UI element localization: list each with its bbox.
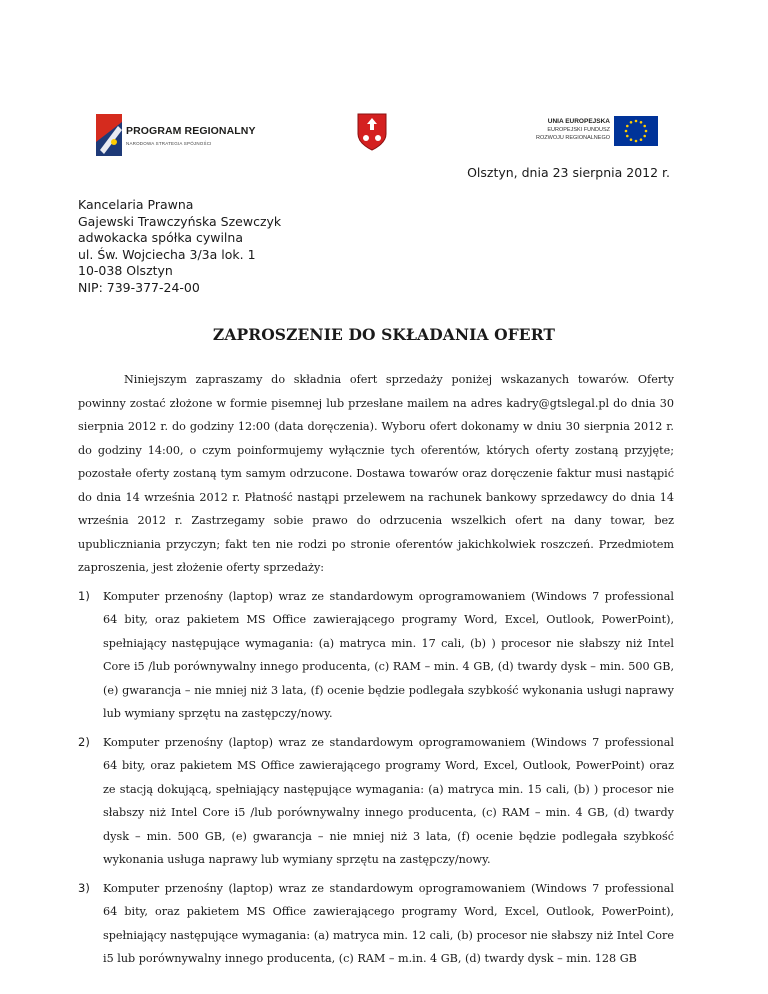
list-item — [78, 731, 674, 872]
warmia-mazury-crest-icon — [356, 112, 388, 152]
list-item — [78, 585, 674, 726]
sender-line: 10-038 Olsztyn — [78, 263, 173, 278]
sender-address-block — [78, 197, 281, 296]
sender-line: ul. Św. Wojciecha 3/3a lok. 1 — [78, 246, 256, 262]
intro-paragraph: Niniejszym zapraszamy do składnia ofert sprzedaży poniżej wskazanych towarów. Oferty powinny zostać złożone w formie pisemnej lub przesłane mailem na adres kadry@gtslegal.pl do dnia 30 sierpnia 2012 r. do godziny 12:00 (data doręczenia). Wyboru ofert dokonamy w dniu 30 sierpnia 2012 r. do godziny 14:00, o czym poinformujemy wyłącznie tych oferentów, których oferty zostaną przyjęte; pozostałe oferty zostaną tym samym odrzucone. Dostawa towarów oraz doręczenie faktur musi nastąpić do dnia 14 września 2012 r. Płatność nastąpi przelewem na rachunek bankowy sprzedawcy do dnia 14 września 2012 r. Zastrzegamy sobie prawo do odrzucenia wszelkich ofert na dany towar, bez upubliczniania przyczyn; fakt ten nie rodzi po stronie oferentów jakichkolwiek roszczeń. Przedmiotem zaproszenia, jest złożenie oferty sprzedaży: — [78, 373, 674, 574]
eu-caption-line3: ROZWOJU REGIONALNEGO — [536, 135, 610, 141]
sender-line: Gajewski Trawczyńska Szewczyk — [78, 213, 282, 229]
sender-line: Kancelaria Prawna — [78, 197, 194, 212]
items-list — [78, 585, 674, 971]
sender-line: adwokacka spółka cywilna — [78, 230, 243, 245]
letter-date: Olsztyn, dnia 23 sierpnia 2012 r. — [467, 165, 670, 180]
program-logo-subtitle: NARODOWA STRATEGIA SPÓJNOŚCI — [126, 141, 212, 146]
item-text: Komputer przenośny (laptop) wraz ze standardowym oprogramowaniem (Windows 7 professional 64 bity, oraz pakietem MS Office zawierającego programy Word, Excel, Outlook, PowerPoint), spełniający następujące wymagania: (a) matryca min. 17 cali, (b) ) procesor nie słabszy niż Intel Core i5 /lub porównywalny innego producenta, (c) RAM – min. 4 GB, (d) twardy dysk – min. 500 GB, (e) gwarancja – nie mniej niż 3 lata, (f) ocenie będzie podlegała szybkość wykonania usługi naprawy lub wymiany sprzętu na zastępczy/nowy. — [103, 589, 674, 720]
eu-fund-caption — [536, 118, 610, 142]
item-number: 3) — [78, 880, 90, 895]
letter-body — [78, 368, 674, 971]
eu-flag-icon — [614, 116, 658, 146]
eu-caption-line1: UNIA EUROPEJSKA — [547, 118, 610, 125]
sender-line: NIP: 739-377-24-00 — [78, 279, 200, 295]
item-number: 1) — [78, 588, 90, 603]
item-number: 2) — [78, 734, 90, 749]
eu-caption-line2: EUROPEJSKI FUNDUSZ — [547, 127, 610, 133]
program-logo-title: PROGRAM REGIONALNY — [126, 125, 256, 137]
list-item — [78, 877, 674, 971]
item-text: Komputer przenośny (laptop) wraz ze standardowym oprogramowaniem (Windows 7 professional 64 bity, oraz pakietem MS Office zawierającego programy Word, Excel, Outlook, PowerPoint) oraz ze stacją dokującą, spełniający następujące wymagania: (a) matryca min. 15 cali, (b) ) procesor nie słabszy niż Intel Core i5 /lub porównywalny innego producenta, (c) RAM – min. 4 GB, (d) twardy dysk – min. 500 GB, (e) gwarancja – nie mniej niż 3 lata, (f) ocenie będzie podlegała szybkość wykonania usługa naprawy lub wymiany sprzętu na zastępczy/nowy. — [103, 735, 674, 866]
document-title: ZAPROSZENIE DO SKŁADANIA OFERT — [212, 325, 556, 344]
program-regionalny-mark-icon — [94, 112, 124, 158]
item-text: Komputer przenośny (laptop) wraz ze standardowym oprogramowaniem (Windows 7 professional 64 bity, oraz pakietem MS Office zawierającego programy Word, Excel, Outlook, PowerPoint), spełniający następujące wymagania: (a) matryca min. 12 cali, (b) procesor nie słabszy niż Intel Core i5 lub porównywalny innego producenta, (c) RAM – m.in. 4 GB, (d) twardy dysk – min. 128 GB — [103, 881, 674, 965]
program-regionalny-logo — [94, 112, 256, 158]
